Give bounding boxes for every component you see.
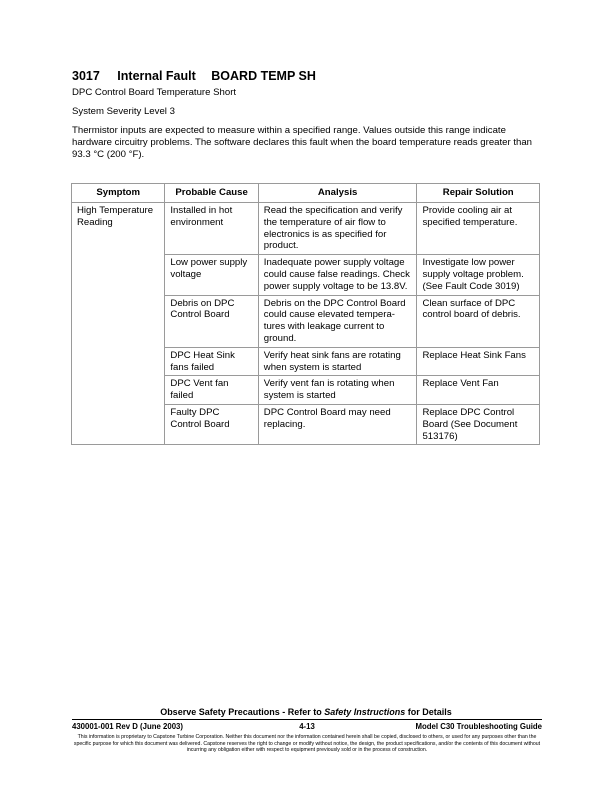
analysis-cell: Verify vent fan is rotating when system is started (258, 376, 417, 405)
repair-cell: Replace Heat Sink Fans (417, 347, 540, 376)
legal-notice: This information is proprietary to Capstone Turbine Corporation. Neither this document nor the information contained herein shall be copied, disclosed to others, or used for any purposes other than the specific purpose for which this document was delivered. Capstone reserves the right to change or modify without notice, the design, the product specifications, and/or the contents of this document without incurring any obligation either with respect to equipment previously sold or in the process of construction. (73, 734, 541, 753)
safety-notice (0, 707, 612, 717)
header-repair-solution: Repair Solution (417, 184, 540, 203)
table-header-row (72, 184, 540, 203)
repair-cell: Investigate low power supply voltage problem. (See Fault Code 3019) (417, 255, 540, 295)
header-analysis: Analysis (258, 184, 417, 203)
repair-cell: Provide cooling air at specified temperature. (417, 203, 540, 255)
cause-cell: DPC Heat Sink fans failed (165, 347, 258, 376)
fault-title (72, 69, 316, 83)
cause-cell: Faulty DPC Control Board (165, 404, 258, 444)
guide-title: Model C30 Troubleshooting Guide (415, 722, 542, 731)
analysis-cell: DPC Control Board may need replacing. (258, 404, 417, 444)
table-row (72, 203, 540, 255)
cause-cell: Low power supply voltage (165, 255, 258, 295)
repair-cell: Clean surface of DPC control board of debris. (417, 295, 540, 347)
safety-notice-suffix: for Details (405, 707, 452, 717)
fault-category: Internal Fault (117, 69, 196, 83)
cause-cell: Installed in hot environment (165, 203, 258, 255)
fault-code: 3017 (72, 69, 100, 83)
page-number: 4-13 (299, 722, 315, 731)
analysis-cell: Debris on the DPC Control Board could cause elevated tempera-tures with leakage current to ground. (258, 295, 417, 347)
safety-notice-prefix: Observe Safety Precautions - Refer to (160, 707, 325, 717)
doc-number: 430001-001 Rev D (June 2003) (72, 722, 183, 731)
symptom-cell: High Temperature Reading (72, 203, 165, 445)
analysis-cell: Read the specification and verify the temperature of air flow to electronics is as specified for product. (258, 203, 417, 255)
repair-cell: Replace DPC Control Board (See Document 513176) (417, 404, 540, 444)
fault-name: BOARD TEMP SH (211, 69, 316, 83)
troubleshooting-table (71, 183, 540, 445)
analysis-cell: Verify heat sink fans are rotating when system is started (258, 347, 417, 376)
header-symptom: Symptom (72, 184, 165, 203)
footer-divider (72, 719, 542, 720)
analysis-cell: Inadequate power supply voltage could cause false readings. Check power supply voltage to be 13.8V. (258, 255, 417, 295)
cause-cell: Debris on DPC Control Board (165, 295, 258, 347)
header-probable-cause: Probable Cause (165, 184, 258, 203)
fault-subtitle: DPC Control Board Temperature Short (72, 87, 237, 98)
repair-cell: Replace Vent Fan (417, 376, 540, 405)
fault-description: Thermistor inputs are expected to measure within a specified range. Values outside this range indicate hardware circuitry problems. The software declares this fault when the board temperature reads greater than 93.3 °C (200 °F). (72, 125, 533, 160)
severity-level: System Severity Level 3 (72, 106, 175, 117)
cause-cell: DPC Vent fan failed (165, 376, 258, 405)
safety-instructions-reference: Safety Instructions (324, 707, 406, 717)
